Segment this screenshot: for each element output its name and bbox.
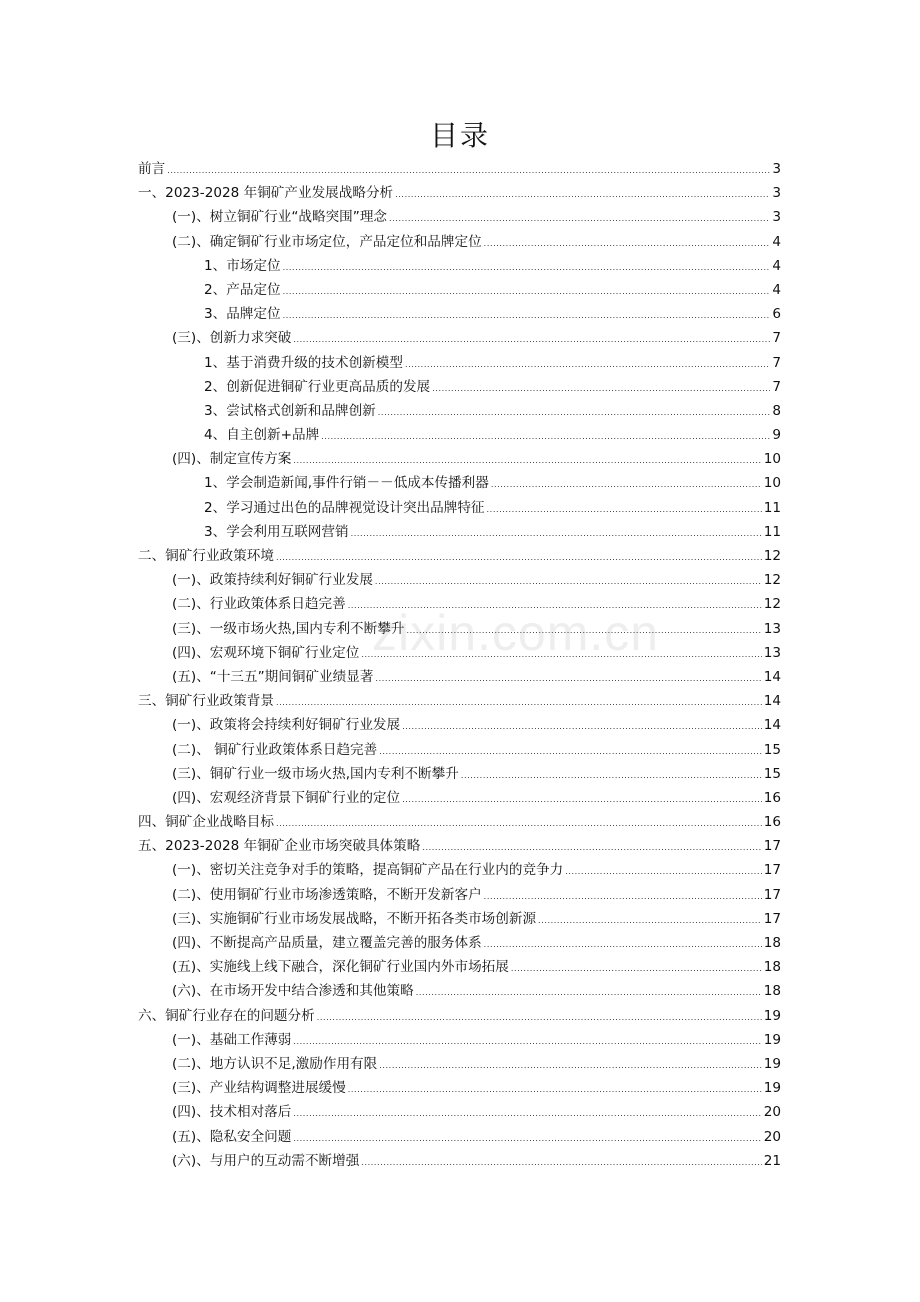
- dot-leader: [375, 665, 761, 691]
- toc-entry-label: 3、尝试格式创新和品牌创新: [204, 402, 376, 419]
- dot-leader: [293, 1100, 761, 1126]
- toc-entry-label: (三)、产业结构调整进展缓慢: [172, 1080, 346, 1097]
- dot-leader: [422, 834, 761, 860]
- toc-entry-page-number: 17: [763, 910, 781, 927]
- dot-leader: [432, 375, 770, 401]
- toc-entry-label: (一)、政策持续利好铜矿行业发展: [172, 572, 373, 589]
- dot-leader: [348, 1076, 762, 1102]
- toc-entry-page-number: 16: [763, 789, 781, 806]
- toc-entry[interactable]: [138, 883, 781, 907]
- toc-entry-label: 2、产品定位: [204, 281, 281, 298]
- toc-entry[interactable]: [138, 858, 781, 882]
- toc-entry-label: (一)、政策将会持续利好铜矿行业发展: [172, 717, 401, 734]
- dot-leader: [461, 762, 762, 788]
- toc-entry-label: (五)、隐私安全问题: [172, 1128, 292, 1145]
- toc-entry-label: (六)、在市场开发中结合渗透和其他策略: [172, 983, 414, 1000]
- toc-title: 目录: [429, 119, 490, 152]
- toc-entry[interactable]: [138, 689, 781, 713]
- toc-entry-page-number: 12: [763, 548, 781, 564]
- toc-entry-label: (四)、宏观经济背景下铜矿行业的定位: [172, 789, 401, 806]
- toc-entry-label: 五、2023-2028 年铜矿企业市场突破具体策略: [138, 838, 421, 855]
- toc-entry-label: (一)、树立铜矿行业“战略突围”理念: [172, 209, 388, 226]
- toc-entry-page-number: 18: [763, 959, 781, 976]
- toc-entry[interactable]: [138, 592, 781, 616]
- toc-entry[interactable]: [138, 278, 781, 302]
- toc-entry-label: (二)、行业政策体系日趋完善: [172, 596, 346, 613]
- toc-entry-label: (二)、 铜矿行业政策体系日趋完善: [172, 741, 378, 758]
- toc-entry[interactable]: [138, 617, 781, 641]
- toc-entry-page-number: 20: [763, 1128, 781, 1145]
- toc-entry-page-number: 14: [763, 668, 781, 685]
- toc-entry[interactable]: [138, 496, 781, 520]
- toc-entry[interactable]: [138, 181, 781, 205]
- toc-entry-label: (二)、确定铜矿行业市场定位，产品定位和品牌定位: [172, 233, 482, 250]
- toc-entry-label: 4、自主创新+品牌: [204, 427, 320, 444]
- toc-entry[interactable]: [138, 1004, 781, 1028]
- toc-entry-label: (一)、密切关注竞争对手的策略，提高铜矿产品在行业内的竞争力: [172, 862, 564, 879]
- toc-entry[interactable]: [138, 713, 781, 737]
- toc-entry[interactable]: [138, 955, 781, 979]
- toc-entry[interactable]: [138, 1052, 781, 1076]
- toc-entry-page-number: 14: [763, 717, 781, 734]
- toc-entry-page-number: 18: [763, 983, 781, 1000]
- toc-entry-label: (四)、制定宣传方案: [172, 451, 292, 468]
- toc-entry-label: 1、学会制造新闻,事件行销－－低成本传播利器: [204, 475, 489, 492]
- toc-entry-page-number: 16: [763, 814, 781, 831]
- toc-entry-page-number: 3: [772, 161, 781, 177]
- toc-entry[interactable]: [138, 230, 781, 254]
- toc-entry-label: (三)、铜矿行业一级市场火热,国内专利不断攀升: [172, 765, 459, 782]
- toc-entry[interactable]: [138, 544, 781, 568]
- toc-entry[interactable]: [138, 1125, 781, 1149]
- dot-leader: [389, 205, 770, 231]
- toc-entry-label: (一)、基础工作薄弱: [172, 1031, 292, 1048]
- toc-entry[interactable]: [138, 447, 781, 471]
- toc-entry-page-number: 18: [763, 935, 781, 951]
- dot-leader: [167, 157, 770, 183]
- toc-entry-label: (四)、宏观环境下铜矿行业定位: [172, 644, 360, 661]
- toc-entry-page-number: 20: [763, 1104, 781, 1121]
- toc-entry-label: (二)、地方认识不足,激励作用有限: [172, 1055, 378, 1072]
- toc-entry[interactable]: [138, 641, 781, 665]
- dot-leader: [405, 351, 770, 377]
- toc-entry-page-number: 8: [772, 402, 781, 419]
- toc-entry-label: (三)、一级市场火热,国内专利不断攀升: [172, 620, 405, 637]
- dot-leader: [276, 810, 762, 836]
- toc-entry-page-number: 12: [763, 596, 781, 613]
- toc-entry[interactable]: [138, 205, 781, 229]
- toc-entry-page-number: 17: [763, 838, 781, 855]
- toc-entry-page-number: 3: [772, 209, 781, 226]
- toc-entry[interactable]: [138, 302, 781, 326]
- toc-entry[interactable]: [138, 979, 781, 1003]
- toc-entry-page-number: 19: [763, 1031, 781, 1048]
- dot-leader: [565, 858, 761, 884]
- toc-entry-page-number: 7: [772, 378, 781, 395]
- dot-leader: [379, 1052, 761, 1078]
- toc-entry-page-number: 11: [763, 523, 781, 540]
- toc-entry-label: (五)、“十三五”期间铜矿业绩显著: [172, 668, 374, 685]
- toc-entry[interactable]: [138, 786, 781, 810]
- dot-leader: [348, 592, 762, 618]
- dot-leader: [379, 738, 761, 764]
- toc-entry-label: (四)、不断提高产品质量，建立覆盖完善的服务体系: [172, 935, 482, 951]
- toc-entry[interactable]: [138, 1100, 781, 1124]
- toc-entry-label: 二、铜矿行业政策环境: [138, 548, 274, 564]
- toc-entry-page-number: 7: [772, 354, 781, 371]
- dot-leader: [361, 641, 761, 667]
- toc-entry[interactable]: [138, 375, 781, 399]
- dot-leader: [406, 617, 761, 643]
- dot-leader: [511, 955, 762, 981]
- toc-entry[interactable]: [138, 254, 781, 278]
- toc-entry-page-number: 14: [763, 693, 781, 710]
- toc-entry[interactable]: [138, 907, 781, 931]
- toc-entry[interactable]: [138, 471, 781, 495]
- dot-leader: [484, 230, 771, 256]
- toc-entry[interactable]: [138, 326, 781, 350]
- toc-entry-label: 1、市场定位: [204, 257, 281, 274]
- dot-leader: [293, 326, 770, 352]
- toc-entry-page-number: 4: [772, 257, 781, 274]
- dot-leader: [402, 786, 762, 812]
- toc-entry-label: 一、2023-2028 年铜矿产业发展战略分析: [138, 185, 394, 202]
- dot-leader: [293, 1028, 761, 1054]
- dot-leader: [321, 423, 770, 449]
- toc-entry-page-number: 21: [763, 1152, 781, 1169]
- toc-entry-page-number: 10: [763, 475, 781, 492]
- dot-leader: [351, 520, 762, 546]
- dot-leader: [276, 544, 762, 570]
- toc-entry[interactable]: [138, 738, 781, 762]
- toc-entry[interactable]: [138, 157, 781, 181]
- dot-leader: [276, 689, 762, 715]
- dot-leader: [293, 1125, 761, 1151]
- toc-entry-page-number: 12: [763, 572, 781, 589]
- toc-entry-page-number: 9: [772, 427, 781, 444]
- dot-leader: [293, 447, 761, 473]
- toc-entry-page-number: 3: [772, 185, 781, 202]
- toc-entry[interactable]: [138, 399, 781, 423]
- toc-entry-page-number: 4: [772, 281, 781, 298]
- dot-leader: [317, 1004, 762, 1030]
- dot-leader: [283, 254, 771, 280]
- toc-entry[interactable]: [138, 834, 781, 858]
- dot-leader: [416, 979, 762, 1005]
- toc-entry-label: 四、铜矿企业战略目标: [138, 814, 274, 831]
- toc-entry-page-number: 7: [772, 330, 781, 347]
- toc-entry-page-number: 19: [763, 1080, 781, 1097]
- toc-entry-label: (四)、技术相对落后: [172, 1104, 292, 1121]
- dot-leader: [484, 883, 762, 909]
- toc-entry[interactable]: [138, 810, 781, 834]
- toc-entry-label: 2、创新促进铜矿行业更高品质的发展: [204, 378, 431, 395]
- toc-entry-page-number: 13: [763, 620, 781, 637]
- toc-entry-label: 3、品牌定位: [204, 306, 281, 323]
- toc-entry-label: 3、学会利用互联网营销: [204, 523, 349, 540]
- toc-entry[interactable]: [138, 568, 781, 592]
- toc-entry-page-number: 17: [763, 886, 781, 903]
- toc-entry-label: 1、基于消费升级的技术创新模型: [204, 354, 403, 371]
- toc-entry-page-number: 11: [763, 499, 781, 516]
- toc-entry-page-number: 6: [772, 306, 781, 323]
- toc-entry[interactable]: [138, 1149, 781, 1173]
- toc-entry-page-number: 10: [763, 451, 781, 468]
- toc-entry-label: (二)、使用铜矿行业市场渗透策略，不断开发新客户: [172, 886, 482, 903]
- dot-leader: [484, 931, 762, 957]
- toc-entry-label: (三)、实施铜矿行业市场发展战略，不断开拓各类市场创新源: [172, 910, 537, 927]
- toc-entry-label: 前言: [138, 161, 166, 177]
- dot-leader: [402, 713, 762, 739]
- toc-entry-page-number: 4: [772, 233, 781, 250]
- toc-entry[interactable]: [138, 665, 781, 689]
- toc-entry-page-number: 19: [763, 1055, 781, 1072]
- toc-entry[interactable]: [138, 351, 781, 375]
- toc-entry-page-number: 15: [763, 741, 781, 758]
- dot-leader: [283, 278, 771, 304]
- toc-entry-page-number: 15: [763, 765, 781, 782]
- toc-entry-label: (六)、与用户的互动需不断增强: [172, 1152, 360, 1169]
- toc-entry-label: 六、铜矿行业存在的问题分析: [138, 1007, 315, 1024]
- dot-leader: [361, 1149, 761, 1175]
- toc-entry[interactable]: [138, 762, 781, 786]
- toc-entry[interactable]: [138, 423, 781, 447]
- toc-entry-page-number: 17: [763, 862, 781, 879]
- dot-leader: [375, 568, 762, 594]
- dot-leader: [283, 302, 771, 328]
- toc-entry-page-number: 19: [763, 1007, 781, 1024]
- toc-entry-label: 三、铜矿行业政策背景: [138, 693, 274, 710]
- dot-leader: [487, 496, 762, 522]
- toc-entry-label: (三)、创新力求突破: [172, 330, 292, 347]
- toc-entry-label: (五)、实施线上线下融合，深化铜矿行业国内外市场拓展: [172, 959, 509, 976]
- dot-leader: [538, 907, 762, 933]
- watermark: zixin.com.cn: [372, 605, 660, 661]
- toc-entry[interactable]: [138, 1028, 781, 1052]
- toc-entry[interactable]: [138, 520, 781, 544]
- table-of-contents: [138, 157, 781, 1173]
- toc-entry-label: 2、学习通过出色的品牌视觉设计突出品牌特征: [204, 499, 485, 516]
- toc-entry-page-number: 13: [763, 644, 781, 661]
- dot-leader: [378, 399, 771, 425]
- dot-leader: [395, 181, 770, 207]
- toc-entry[interactable]: [138, 1076, 781, 1100]
- toc-entry[interactable]: [138, 931, 781, 955]
- dot-leader: [491, 471, 762, 497]
